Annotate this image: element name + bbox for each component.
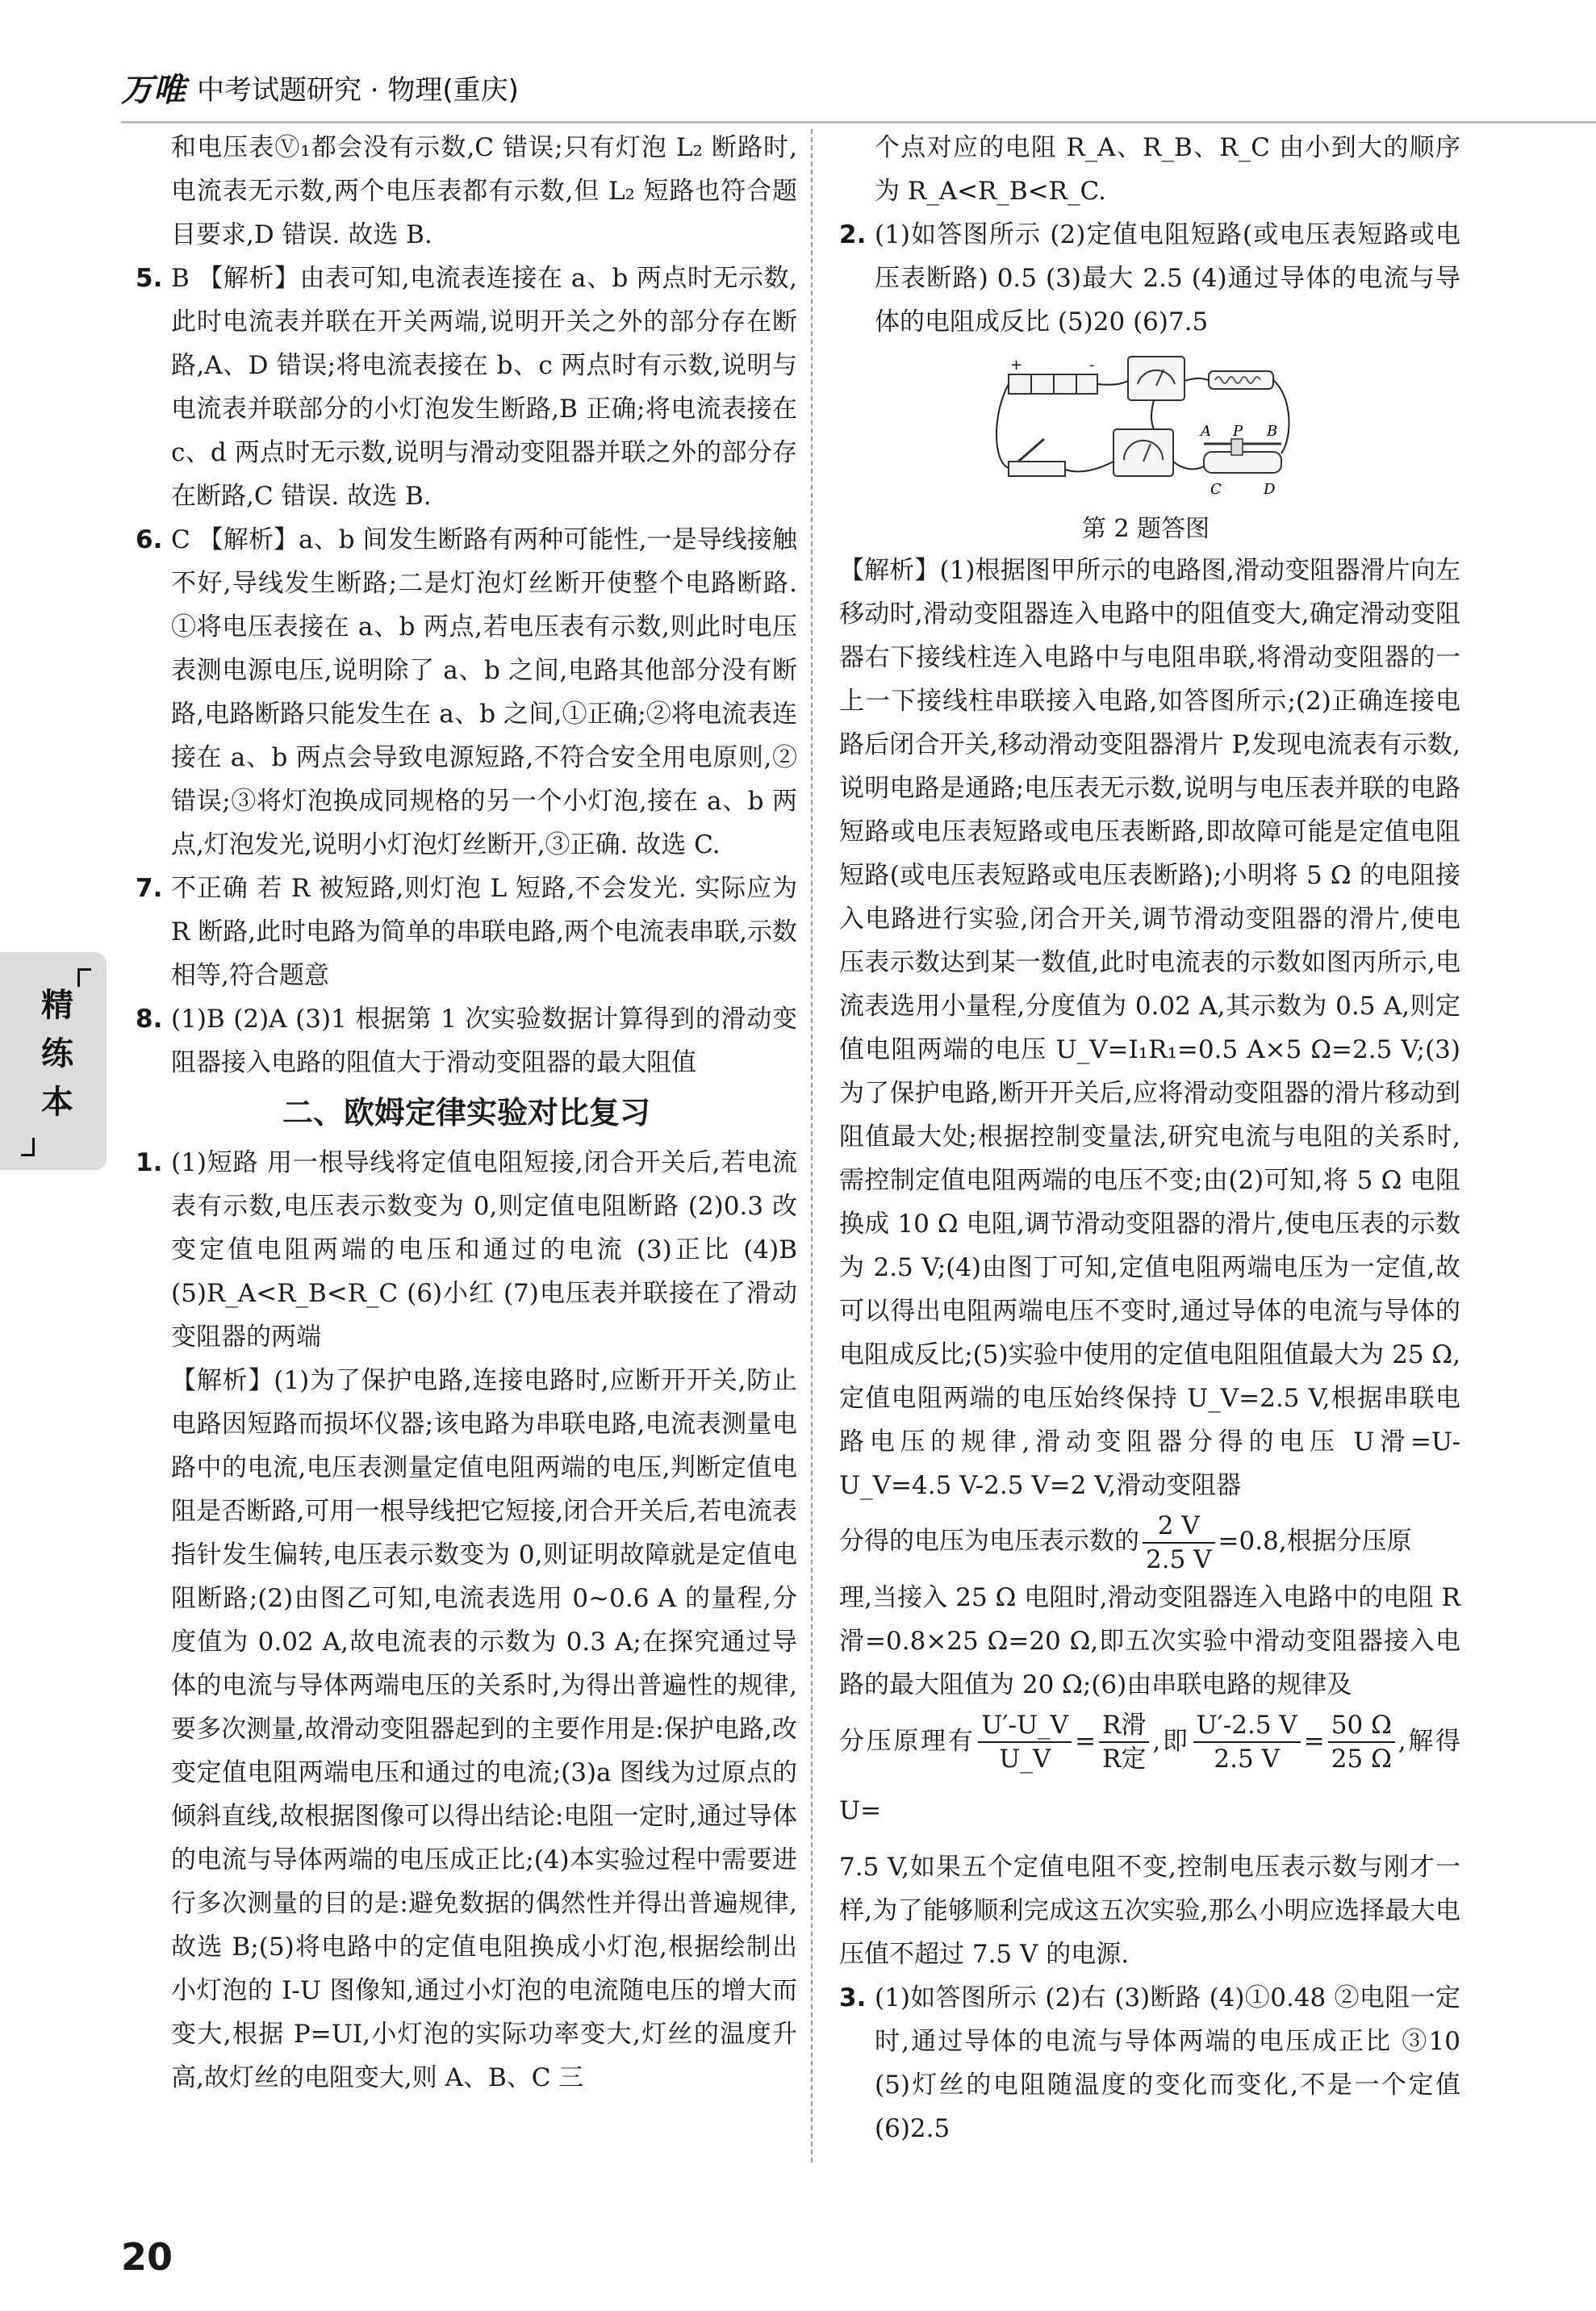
switch-lever-icon xyxy=(1018,439,1044,462)
item-text: C 【解析】a、b 间发生断路有两种可能性,一是导线接触不好,导线发生断路;二是灯泡灯丝断开使整个电路断路. ①将电压表接在 a、b 两点,若电压表有示数,则此时电压表测电源电压,说明除了 a、b 之间,电路其他部分没有断路,电路断路只能发生在 a、b 之间,①正确;②将电流表连接在 a、b 两点会导致电源短路,不符合安全用电原则,②错误;③将灯泡换成同规格的另一个小灯泡,接在 a、b 两点,灯泡发光,说明小灯泡灯丝断开,③正确. 故选 C. xyxy=(171,525,797,859)
fraction xyxy=(978,1709,1072,1775)
book-title: 中考试题研究 · 物理(重庆) xyxy=(197,73,519,107)
fraction-denominator: R定 xyxy=(1102,1745,1147,1774)
circuit-figure xyxy=(839,349,1452,549)
analysis-paragraph: 7.5 V,如果五个定值电阻不变,控制电压表示数与刚才一样,为了能够顺利完成这五次实验,那么小明应选择最大电压值不超过 7.5 V 的电源. xyxy=(839,1852,1460,1969)
negative-terminal-label: - xyxy=(1089,357,1095,374)
terminal-label-a: A xyxy=(1201,423,1211,440)
page-number: 20 xyxy=(121,2235,173,2279)
wire xyxy=(1273,380,1289,453)
item-number: 6. xyxy=(136,525,163,554)
fraction-numerator: R滑 xyxy=(1099,1709,1149,1743)
fraction-numerator: 2 V xyxy=(1143,1510,1215,1544)
equation-lead-text: 分压原理有 xyxy=(839,1726,976,1756)
answer-item-6 xyxy=(136,518,797,867)
section-heading: 二、欧姆定律实验对比复习 xyxy=(282,1095,650,1130)
item-number: 2. xyxy=(839,220,867,249)
fraction-denominator: 25 Ω xyxy=(1331,1745,1392,1774)
terminal-label-d: D xyxy=(1264,481,1276,498)
bracket-decoration xyxy=(77,968,91,987)
figure-caption: 第 2 题答图 xyxy=(1081,515,1210,543)
continuation-paragraph: 个点对应的电阻 R_A、R_B、R_C 由小到大的顺序为 R_A<R_B<R_C. xyxy=(875,133,1460,206)
analysis-paragraph: 理,当接入 25 Ω 电阻时,滑动变阻器连入电路中的电阻 R滑=0.8×25 Ω=20 Ω,即五次实验中滑动变阻器接入电路的最大阻值为 20 Ω;(6)由串联电路的规律及 xyxy=(839,1582,1460,1699)
item-text: 不正确 若 R 被短路,则灯泡 L 短路,不会发光. 实际应为 R 断路,此时电路为简单的串联电路,两个电流表串联,示数相等,符合题意 xyxy=(171,874,797,990)
wire xyxy=(1184,378,1209,381)
page-header xyxy=(121,63,519,111)
wire xyxy=(1151,400,1154,429)
wire xyxy=(1097,381,1128,385)
answer-item-3 xyxy=(839,1976,1460,2150)
column-divider xyxy=(811,129,813,2163)
fraction-line xyxy=(839,1507,1460,1576)
wire xyxy=(1173,462,1204,469)
fraction-denominator: U_V xyxy=(999,1745,1051,1774)
item-text: (1)短路 用一根导线将定值电阻短接,闭合开关后,若电流表有示数,电压表示数变为 0,则定值电阻断路 (2)0.3 改变定值电阻两端的电压和通过的电流 (3)正比 (4)B (5)R_A<R_B<R_C (6)小红 (7)电压表并联接在了滑动变阻器的两端 xyxy=(171,1148,797,1352)
side-tab xyxy=(0,952,107,1170)
item-number: 8. xyxy=(136,1005,163,1034)
header-divider xyxy=(121,121,1596,123)
wire xyxy=(1065,462,1113,471)
equation-line: 分压原理有 $\frac{U'-U\_V}{U\_V}$ = $\frac{\text{R滑}}{\text{R定}}$ ,即 $\frac{U'-2.5 V}{2.5 V}$ = $\frac{50 \Omega}{25 \Omega}$ ,解得 U= xyxy=(839,1711,1461,1825)
rheostat-slider xyxy=(1231,439,1243,455)
fraction-lead-text: 分得的电压为电压表示数的 xyxy=(839,1527,1139,1556)
item-text: (1)如答图所示 (2)定值电阻短路(或电压表短路或电压表断路) 0.5 (3)最大 2.5 (4)通过导体的电流与导体的电阻成反比 (5)20 (6)7.5 xyxy=(875,220,1460,336)
fraction-tail-text: =0.8,根据分压原 xyxy=(1218,1527,1412,1556)
switch-base-icon xyxy=(1009,462,1065,476)
brand-logo: 万唯 xyxy=(121,71,186,109)
terminal-label-b: B xyxy=(1267,423,1278,440)
right-column xyxy=(839,126,1460,2150)
item-number: 1. xyxy=(136,1148,163,1177)
item-number: 7. xyxy=(136,874,163,903)
fraction-numerator: U′-2.5 V xyxy=(1193,1709,1301,1743)
answer-item-1 xyxy=(136,1141,797,1359)
fraction-denominator: 2.5 V xyxy=(1214,1745,1280,1774)
fraction xyxy=(1143,1510,1215,1576)
fraction xyxy=(1193,1709,1301,1775)
left-column xyxy=(136,126,797,2100)
continuation-paragraph: 和电压表Ⓥ₁都会没有示数,C 错误;只有灯泡 L₂ 断路时,电流表无示数,两个电压表都有示数,但 L₂ 短路也符合题目要求,D 错误. 故选 B. xyxy=(171,133,797,249)
item-text: (1)B (2)A (3)1 根据第 1 次实验数据计算得到的滑动变阻器接入电路的阻值大于滑动变阻器的最大阻值 xyxy=(171,1005,797,1077)
answer-item-8 xyxy=(136,997,797,1084)
fraction-numerator: U′-U_V xyxy=(978,1709,1072,1743)
side-tab-label: 精练本 xyxy=(41,987,73,1121)
positive-terminal-label: + xyxy=(1010,357,1023,374)
answer-item-7 xyxy=(136,867,797,997)
bracket-decoration xyxy=(21,1138,35,1156)
terminal-label-c: C xyxy=(1210,481,1222,498)
analysis-paragraph: 【解析】(1)为了保护电路,连接电路时,应断开开关,防止电路因短路而损坏仪器;该电路为串联电路,电流表测量电路中的电流,电压表测量定值电阻两端的电压,判断定值电阻是否断路,可用一根导线把它短接,闭合开关后,若电流表指针发生偏转,电压表示数变为 0,则证明故障就是定值电阻断路;(2)由图乙可知,电流表选用 0~0.6 A 的量程,分度值为 0.02 A,故电流表的示数为 0.3 A;在探究通过导体的电流与导体两端电压的关系时,为得出普遍性的规律,要多次测量,故滑动变阻器起到的主要作用是:保护电路,改变定值电阻两端电压和通过的电流;(3)a 图线为过原点的倾斜直线,故根据图像可以得出结论:电阻一定时,通过导体的电流与导体两端的电压成正比;(4)本实验过程中需要进行多次测量的目的是:避免数据的偶然性并得出普遍规律,故选 B;(5)将电路中的定值电阻换成小灯泡,根据绘制出小灯泡的 I-U 图像知,通过小灯泡的电流随电压的增大而变大,根据 P=UI,小灯泡的实际功率变大,灯丝的温度升高,故灯丝的电阻变大,则 A、B、C 三 xyxy=(171,1366,797,2092)
equation-tail-text: ,解得 U= xyxy=(839,1726,1461,1825)
fraction xyxy=(1328,1709,1395,1775)
voltmeter-icon xyxy=(1128,357,1184,400)
analysis-paragraph: 【解析】(1)根据图甲所示的电路图,滑动变阻器滑片向左移动时,滑动变阻器连入电路中的阻值变大,确定滑动变阻器右下接线柱连入电路中与电阻串联,将滑动变阻器的一上一下接线柱串联接入电路,如答图所示;(2)正确连接电路后闭合开关,移动滑动变阻器滑片 P,发现电流表有示数,说明电路是通路;电压表无示数,说明与电压表并联的电路短路或电压表短路或电压表断路,即故障可能是定值电阻短路(或电压表短路或电压表断路);小明将 5 Ω 的电阻接入电路进行实验,闭合开关,调节滑动变阻器的滑片,使电压表示数达到某一数值,此时电流表的示数如图丙所示,电流表选用小量程,分度值为 0.02 A,其示数为 0.5 A,则定值电阻两端的电压 U_V=I₁R₁=0.5 A×5 Ω=2.5 V;(3)为了保护电路,断开开关后,应将滑动变阻器的滑片移动到阻值最大处;根据控制变量法,研究电流与电阻的关系时,需控制定值电阻两端的电压不变;由(2)可知,将 5 Ω 电阻换成 10 Ω 电阻,调节滑动变阻器的滑片,使电压表的示数为 2.5 V;(4)由图丁可知,定值电阻两端电压为一定值,故可以得出电阻两端电压不变时,通过导体的电流与导体的电阻成反比;(5)实验中使用的定值电阻阻值最大为 25 Ω,定值电阻两端的电压始终保持 U_V=2.5 V,根据串联电路电压的规律,滑动变阻器分得的电压 U滑=U-U_V=4.5 V-2.5 V=2 V,滑动变阻器 xyxy=(839,556,1460,1500)
fraction xyxy=(1099,1709,1149,1775)
ammeter-icon xyxy=(1113,429,1173,476)
equation-mid-text: ,即 xyxy=(1152,1726,1190,1756)
item-number: 5. xyxy=(136,264,163,293)
circuit-diagram xyxy=(992,349,1299,510)
answer-item-5 xyxy=(136,257,797,518)
fraction-numerator: 50 Ω xyxy=(1328,1709,1395,1743)
answer-item-2 xyxy=(839,213,1460,344)
item-text: (1)如答图所示 (2)右 (3)断路 (4)①0.48 ②电阻一定时,通过导体的电流与导体两端的电压成正比 ③10 (5)灯丝的电阻随温度的变化而变化,不是一个定值 (6)2.5 xyxy=(875,1983,1460,2143)
item-number: 3. xyxy=(839,1983,867,2012)
fraction-denominator: 2.5 V xyxy=(1146,1544,1212,1574)
wire xyxy=(996,384,1009,468)
item-text: B 【解析】由表可知,电流表连接在 a、b 两点时无示数,此时电流表并联在开关两端,说明开关之外的部分存在断路,A、D 错误;将电流表接在 b、c 两点时有示数,说明与电流表并联部分的小灯泡发生断路,B 正确;将电流表接在 c、d 两点时无示数,说明与滑动变阻器并联之外的部分存在断路,C 错误. 故选 B. xyxy=(171,264,797,511)
terminal-label-p: P xyxy=(1233,423,1243,440)
